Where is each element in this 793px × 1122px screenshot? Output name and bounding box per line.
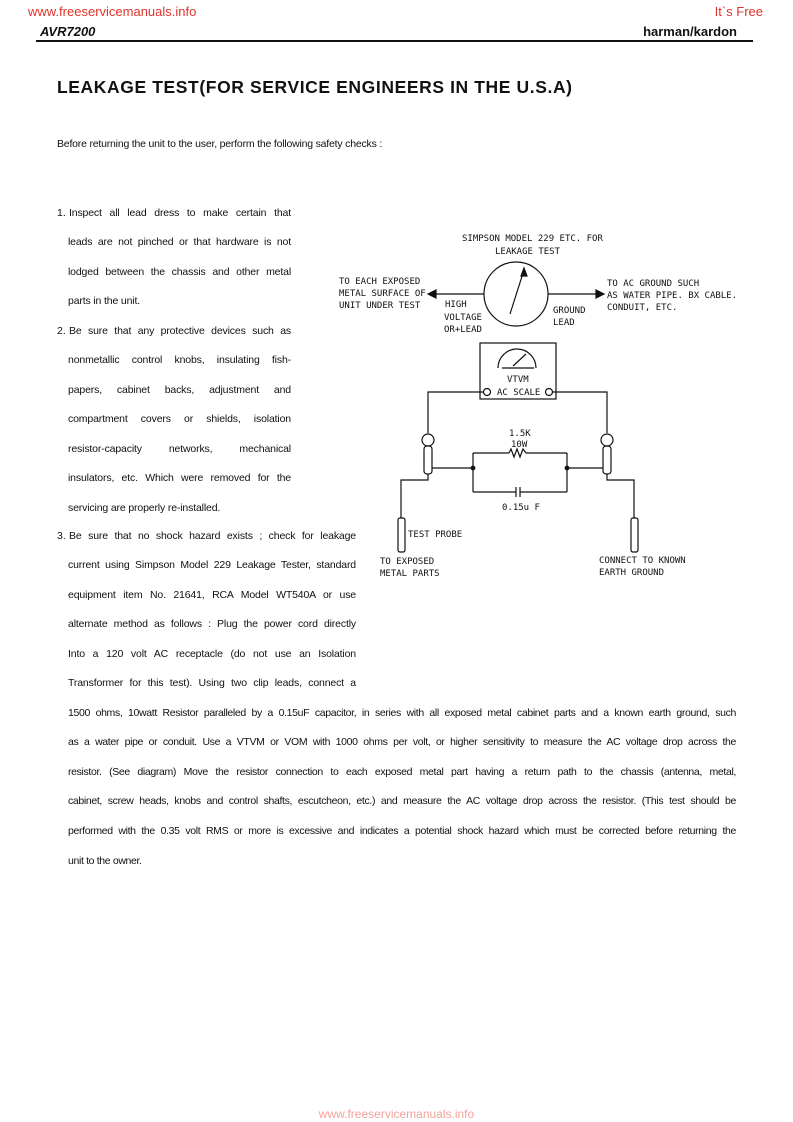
- item-line: Transformer for this test). Using two clip leads, connect a: [68, 677, 356, 689]
- item-line: compartment covers or shields, isolation: [68, 413, 291, 425]
- left-label: METAL SURFACE OF: [339, 289, 426, 299]
- item-line: insulators, etc. Which were removed for the: [68, 472, 291, 484]
- item-number: 3.: [57, 530, 66, 542]
- vtvm-terminal-right: [546, 389, 553, 396]
- item-line: unit to the owner.: [68, 855, 142, 867]
- page-title: LEAKAGE TEST(FOR SERVICE ENGINEERS IN THE U.S.A): [57, 77, 573, 97]
- high-lead-label: OR+LEAD: [444, 325, 482, 335]
- vtvm-terminal-left: [484, 389, 491, 396]
- left-label: UNIT UNDER TEST: [339, 301, 421, 311]
- model-name: AVR7200: [40, 24, 96, 39]
- earth-label: CONNECT TO KNOWN: [599, 556, 686, 566]
- resistor-label: 1.5K: [509, 429, 531, 439]
- resistor-symbol: [509, 449, 526, 457]
- right-label: AS WATER PIPE. BX CABLE.: [607, 291, 738, 301]
- item-line: leads are not pinched or that hardware is not: [68, 236, 291, 248]
- vtvm-meter-arc: [498, 349, 536, 368]
- high-lead-label: HIGH: [445, 300, 467, 310]
- tester-label: LEAKAGE TEST: [495, 247, 561, 257]
- tester-label: SIMPSON MODEL 229 ETC. FOR: [462, 234, 603, 244]
- earth-label: EARTH GROUND: [599, 568, 665, 578]
- resistor-label: 10W: [511, 440, 528, 450]
- right-label: TO AC GROUND SUCH: [607, 279, 700, 289]
- item-line: resistor-capacity networks, mechanical: [68, 443, 291, 455]
- item-line: current using Simpson Model 229 Leakage Tester, standard: [68, 559, 356, 571]
- item-line: equipment item No. 21641, RCA Model WT540A or use: [68, 589, 356, 601]
- item-line: nonmetallic control knobs, insulating fish-: [68, 354, 291, 366]
- item-line: 1500 ohms, 10watt Resistor paralleled by a 0.15uF capacitor, in series with all exposed metal cabinet parts and a known earth ground, such: [68, 707, 736, 719]
- item-line: parts in the unit.: [68, 295, 141, 307]
- item-line: papers, cabinet backs, adjustment and: [68, 384, 291, 396]
- tester-needle-tip: [521, 268, 527, 276]
- exposed-label: METAL PARTS: [380, 569, 440, 579]
- item-line: lodged between the chassis and other metal: [68, 266, 291, 278]
- right-clip: [601, 434, 613, 446]
- free-label: It`s Free: [714, 4, 763, 19]
- ground-lead-label: GROUND: [553, 306, 586, 316]
- site-link-bottom[interactable]: www.freeservicemanuals.info: [318, 1107, 475, 1121]
- left-clip: [422, 434, 434, 446]
- right-label: CONDUIT, ETC.: [607, 303, 678, 313]
- item-number: 1.: [57, 207, 66, 219]
- site-link-top[interactable]: www.freeservicemanuals.info: [28, 4, 197, 19]
- capacitor-label: 0.15u F: [502, 503, 540, 513]
- item-line: Be sure that any protective devices such as: [69, 325, 291, 337]
- vtvm-label: VTVM: [507, 375, 529, 385]
- intro-text: Before returning the unit to the user, perform the following safety checks :: [57, 138, 383, 150]
- item-line: alternate method as follows : Plug the power cord directly: [68, 618, 356, 630]
- exposed-label: TO EXPOSED: [380, 557, 435, 567]
- ground-probe: [631, 518, 638, 552]
- test-probe-label: TEST PROBE: [408, 530, 463, 540]
- test-probe: [398, 518, 405, 552]
- item-line: cabinet, screw heads, knobs and control shafts, escutcheon, etc.) and measure the AC voltage drop across the resistor. (This test should be: [68, 795, 736, 807]
- item-line: Into a 120 volt AC receptacle (do not use an Isolation: [68, 648, 356, 660]
- item-line: as a water pipe or conduit. Use a VTVM or VOM with 1000 ohms per volt, or higher sensitivity to measure the AC voltage drop across the: [68, 736, 736, 748]
- brand-name: harman/kardon: [643, 24, 737, 39]
- item-line: resistor. (See diagram) Move the resistor connection to each exposed metal part having a return path to the chassis (antenna, metal,: [68, 766, 736, 778]
- ac-scale-label: AC SCALE: [497, 388, 541, 398]
- high-lead-label: VOLTAGE: [444, 313, 482, 323]
- left-label: TO EACH EXPOSED: [339, 277, 421, 287]
- item-line: performed with the 0.35 volt RMS or more is excessive and indicates a potential shock hazard which must be corrected before returning the: [68, 825, 736, 837]
- item-line: Inspect all lead dress to make certain that: [69, 207, 291, 219]
- item-line: Be sure that no shock hazard exists ; check for leakage: [69, 530, 356, 542]
- ground-lead-label: LEAD: [553, 318, 575, 328]
- item-line: servicing are properly re-installed.: [68, 502, 221, 514]
- item-number: 2.: [57, 325, 66, 337]
